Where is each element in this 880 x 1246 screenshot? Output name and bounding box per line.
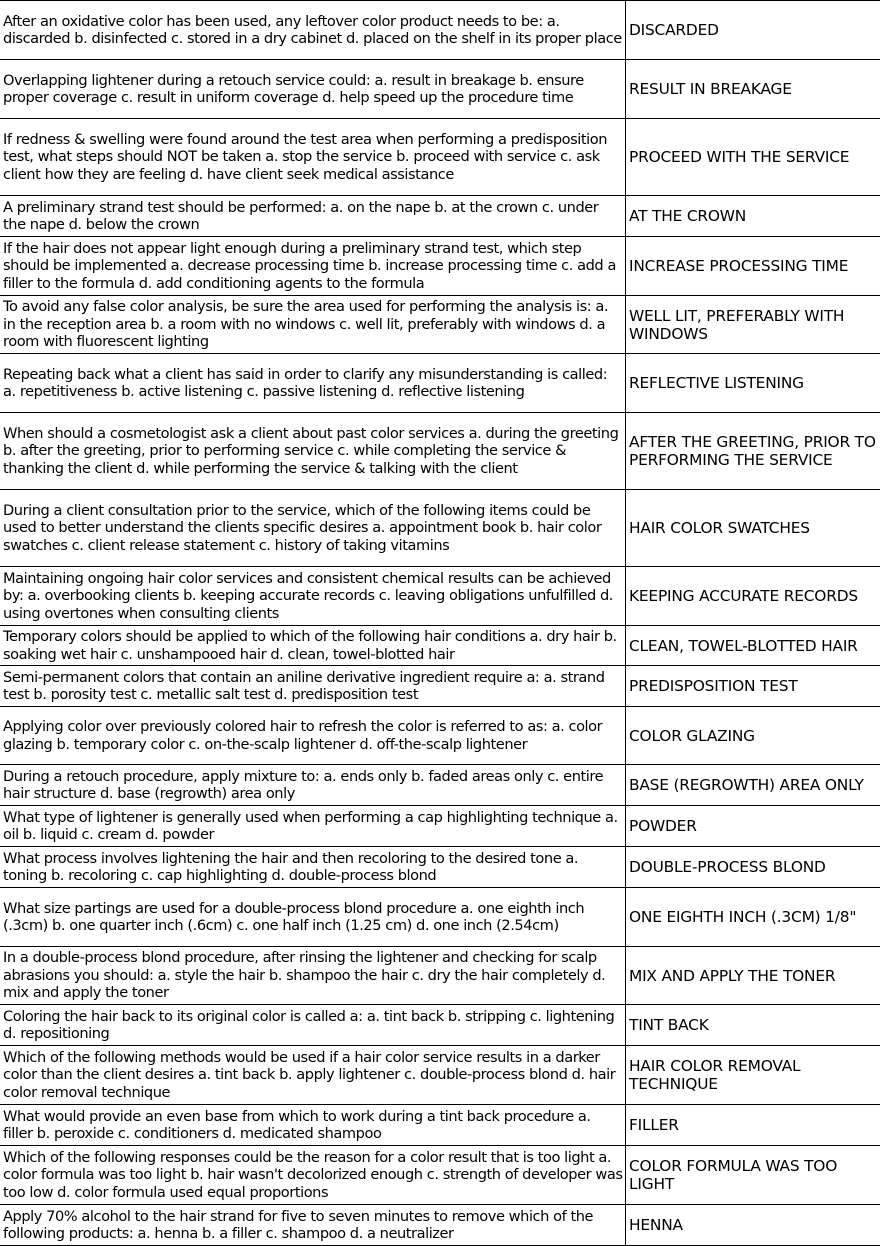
answer-cell: COLOR FORMULA WAS TOO LIGHT [626, 1146, 880, 1205]
table-row [0, 119, 880, 196]
answer-cell: TINT BACK [626, 1005, 880, 1046]
answer-cell: COLOR GLAZING [626, 707, 880, 765]
answer-cell: RESULT IN BREAKAGE [626, 60, 880, 119]
answer-cell: HENNA [626, 1205, 880, 1246]
table-row [0, 1005, 880, 1046]
table-row [0, 947, 880, 1005]
answer-cell: MIX AND APPLY THE TONER [626, 947, 880, 1005]
table-row [0, 354, 880, 413]
question-cell: What size partings are used for a double-process blond procedure a. one eighth inch (.3cm) b. one quarter inch (.6cm) c. one half inch (1.25 cm) d. one inch (2.54cm) [0, 888, 626, 947]
question-cell: Maintaining ongoing hair color services and consistent chemical results can be achieved by: a. overbooking clients b. keeping accurate records c. leaving obligations unfulfilled d. using overtones when consulting clients [0, 567, 626, 626]
question-cell: After an oxidative color has been used, any leftover color product needs to be: a. discarded b. disinfected c. stored in a dry cabinet d. placed on the shelf in its proper place [0, 1, 626, 60]
answer-cell: BASE (REGROWTH) AREA ONLY [626, 765, 880, 806]
table-row [0, 666, 880, 707]
table-row [0, 60, 880, 119]
question-cell: In a double-process blond procedure, after rinsing the lightener and checking for scalp abrasions you should: a. style the hair b. shampoo the hair c. dry the hair completely d. mix and apply the toner [0, 947, 626, 1005]
question-cell: What would provide an even base from which to work during a tint back procedure a. filler b. peroxide c. conditioners d. medicated shampoo [0, 1105, 626, 1146]
question-cell: During a retouch procedure, apply mixture to: a. ends only b. faded areas only c. entire hair structure d. base (regrowth) area only [0, 765, 626, 806]
table-row [0, 413, 880, 490]
question-cell: Applying color over previously colored hair to refresh the color is referred to as: a. color glazing b. temporary color c. on-the-scalp lightener d. off-the-scalp lightener [0, 707, 626, 765]
table-row [0, 626, 880, 666]
answer-cell: WELL LIT, PREFERABLY WITH WINDOWS [626, 296, 880, 354]
question-cell: Overlapping lightener during a retouch service could: a. result in breakage b. ensure proper coverage c. result in uniform coverage d. help speed up the procedure time [0, 60, 626, 119]
answer-cell: PROCEED WITH THE SERVICE [626, 119, 880, 196]
question-cell: Semi-permanent colors that contain an aniline derivative ingredient require a: a. strand test b. porosity test c. metallic salt test d. predisposition test [0, 666, 626, 707]
question-cell: Temporary colors should be applied to which of the following hair conditions a. dry hair b. soaking wet hair c. unshampooed hair d. clean, towel-blotted hair [0, 626, 626, 666]
answer-cell: INCREASE PROCESSING TIME [626, 237, 880, 296]
table-row [0, 196, 880, 237]
answer-cell: REFLECTIVE LISTENING [626, 354, 880, 413]
answer-cell: HAIR COLOR REMOVAL TECHNIQUE [626, 1046, 880, 1105]
question-cell: What type of lightener is generally used when performing a cap highlighting technique a. oil b. liquid c. cream d. powder [0, 806, 626, 847]
answer-cell: KEEPING ACCURATE RECORDS [626, 567, 880, 626]
question-cell: What process involves lightening the hair and then recoloring to the desired tone a. toning b. recoloring c. cap highlighting d. double-process blond [0, 847, 626, 888]
question-cell: Repeating back what a client has said in order to clarify any misunderstanding is called: a. repetitiveness b. active listening c. passive listening d. reflective listening [0, 354, 626, 413]
question-cell: Which of the following responses could be the reason for a color result that is too light a. color formula was too light b. hair wasn't decolorized enough c. strength of developer was too low d. color formula used equal proportions [0, 1146, 626, 1205]
table-row [0, 490, 880, 567]
table-row [0, 806, 880, 847]
question-cell: When should a cosmetologist ask a client about past color services a. during the greeting b. after the greeting, prior to performing service c. while completing the service & thanking the client d. while performing the service & talking with the client [0, 413, 626, 490]
answer-cell: HAIR COLOR SWATCHES [626, 490, 880, 567]
answer-cell: CLEAN, TOWEL-BLOTTED HAIR [626, 626, 880, 666]
question-cell: Coloring the hair back to its original color is called a: a. tint back b. stripping c. lightening d. repositioning [0, 1005, 626, 1046]
table-row [0, 1105, 880, 1146]
answer-cell: DOUBLE-PROCESS BLOND [626, 847, 880, 888]
answer-cell: PREDISPOSITION TEST [626, 666, 880, 707]
answer-cell: POWDER [626, 806, 880, 847]
table-row [0, 847, 880, 888]
answer-cell: ONE EIGHTH INCH (.3CM) 1/8" [626, 888, 880, 947]
table-row [0, 1046, 880, 1105]
question-cell: Apply 70% alcohol to the hair strand for five to seven minutes to remove which of the following products: a. henna b. a filler c. shampoo d. a neutralizer [0, 1205, 626, 1246]
question-cell: A preliminary strand test should be performed: a. on the nape b. at the crown c. under the nape d. below the crown [0, 196, 626, 237]
table-row [0, 707, 880, 765]
answer-cell: AT THE CROWN [626, 196, 880, 237]
table-row [0, 296, 880, 354]
table-row [0, 1205, 880, 1246]
answer-cell: FILLER [626, 1105, 880, 1146]
question-cell: If the hair does not appear light enough during a preliminary strand test, which step should be implemented a. decrease processing time b. increase processing time c. add a filler to the formula d. add conditioning agents to the formula [0, 237, 626, 296]
table-body [0, 1, 880, 1246]
answer-cell: DISCARDED [626, 1, 880, 60]
question-cell: Which of the following methods would be used if a hair color service results in a darker color than the client desires a. tint back b. apply lightener c. double-process blond d. hair color removal technique [0, 1046, 626, 1105]
table-row [0, 1146, 880, 1205]
table-row [0, 567, 880, 626]
table-row [0, 237, 880, 296]
question-cell: If redness & swelling were found around the test area when performing a predisposition test, what steps should NOT be taken a. stop the service b. proceed with service c. ask client how they are feeling d. have client seek medical assistance [0, 119, 626, 196]
question-cell: During a client consultation prior to the service, which of the following items could be used to better understand the clients specific desires a. appointment book b. hair color swatches c. client release statement c. history of taking vitamins [0, 490, 626, 567]
table-row [0, 1, 880, 60]
answer-cell: AFTER THE GREETING, PRIOR TO PERFORMING THE SERVICE [626, 413, 880, 490]
question-cell: To avoid any false color analysis, be sure the area used for performing the analysis is: a. in the reception area b. a room with no windows c. well lit, preferably with windows d. a room with fluorescent lighting [0, 296, 626, 354]
table-row [0, 888, 880, 947]
table-row [0, 765, 880, 806]
